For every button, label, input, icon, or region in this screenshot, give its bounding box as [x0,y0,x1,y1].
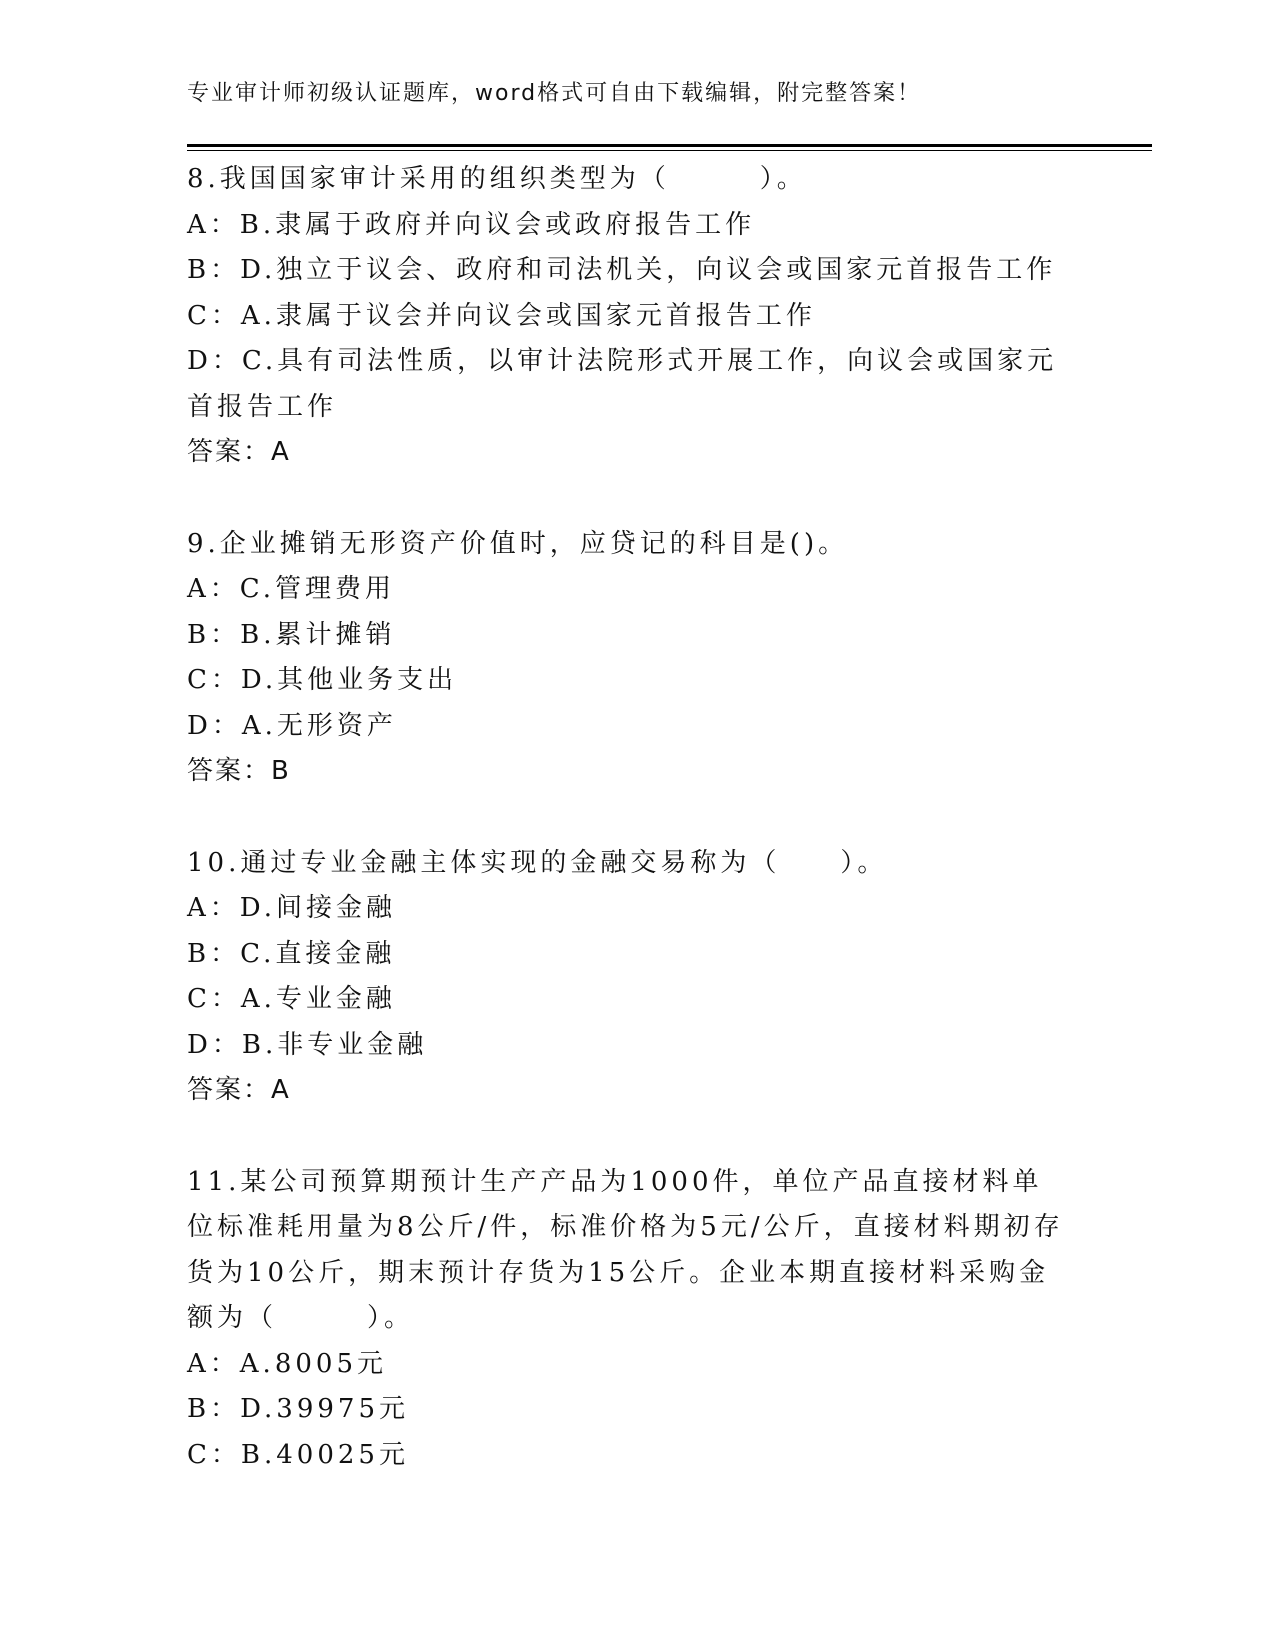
question-11 [187,1160,1067,1479]
option-d: D：C.具有司法性质，以审计法院形式开展工作，向议会或国家元首报告工作 [187,346,1058,422]
header-divider-thick [187,144,1152,147]
option-a: A：D.间接金融 [187,893,396,923]
question-stem: 10.通过专业金融主体实现的金融交易称为（ ）。 [187,847,888,878]
option-a: A：A.8005元 [187,1348,387,1379]
option-a: A：B.隶属于政府并向议会或政府报告工作 [187,209,756,240]
option-b: B：D.39975元 [187,1394,410,1424]
question-list [187,157,1067,1524]
question-8 [187,157,1067,476]
page-header: 专业审计师初级认证题库，word格式可自由下载编辑，附完整答案！ [187,81,922,106]
question-stem: 8.我国国家审计采用的组织类型为（ ）。 [187,164,807,194]
option-c: C：D.其他业务支出 [187,665,458,695]
option-d: D：A.无形资产 [187,710,397,741]
option-c: C：A.专业金融 [187,984,396,1014]
option-a: A：C.管理费用 [187,574,396,604]
question-stem: 11.某公司预算期预计生产产品为1000件，单位产品直接材料单位标准耗用量为8公斤/件，标准价格为5元/公斤，直接材料期初存货为10公斤，期末预计存货为15公斤。企业本期直接材料采购金额为（ ）。 [187,1166,1064,1333]
answer: 答案：A [187,437,291,467]
option-b: B：B.累计摊销 [187,619,396,650]
answer: 答案：B [187,756,291,786]
question-10 [187,841,1067,1114]
answer: 答案：A [187,1075,291,1105]
header-divider-thin [187,150,1152,151]
option-b: B：C.直接金融 [187,938,396,969]
option-c: C：B.40025元 [187,1439,409,1470]
option-c: C：A.隶属于议会并向议会或国家元首报告工作 [187,300,816,331]
option-b: B：D.独立于议会、政府和司法机关，向议会或国家元首报告工作 [187,255,1057,285]
question-9 [187,522,1067,795]
question-stem: 9.企业摊销无形资产价值时，应贷记的科目是()。 [187,528,849,559]
option-d: D：B.非专业金融 [187,1029,428,1060]
